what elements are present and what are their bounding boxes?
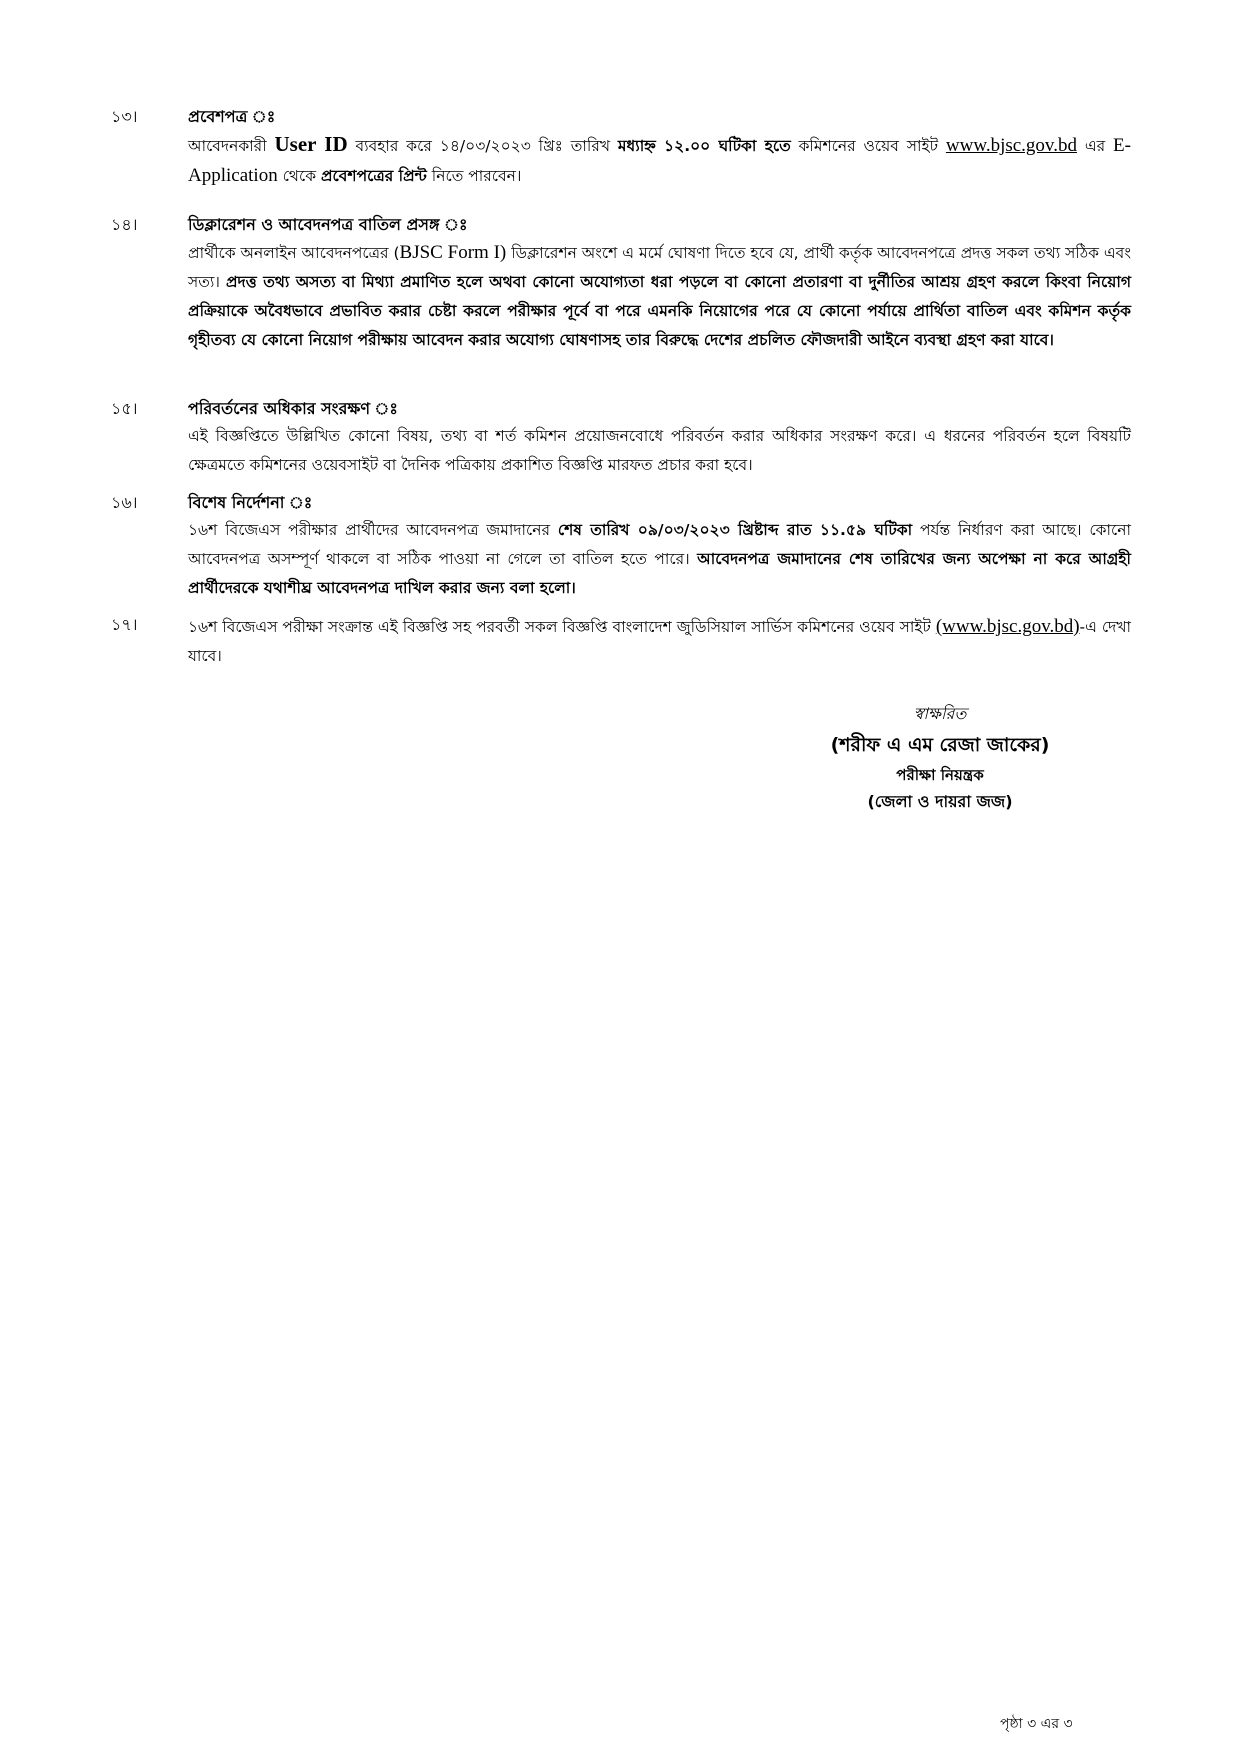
section-number: ১৩। — [111, 107, 138, 126]
section-body — [188, 490, 1131, 603]
section-paragraph — [188, 516, 1131, 603]
page-number: পৃষ্ঠা ৩ এর ৩ — [1000, 1716, 1073, 1732]
signed-label: স্বাক্ষরিত — [913, 704, 967, 723]
section-number: ১৫। — [111, 399, 138, 418]
advice-bold-text: আবেদনপত্র জমাদানের শেষ তারিখের জন্য অপেক্ষা না করে আগ্রহী প্রার্থীদেরকে যথাশীঘ্র আবেদনপত্র দাখিল করার জন্য বলা হলো। — [188, 550, 1131, 597]
signatory-name: (শরীফ এ এম রেজা জাকের) — [830, 734, 1050, 756]
user-id-text: User ID — [274, 132, 348, 156]
section-paragraph: এই বিজ্ঞপ্তিতে উল্লিখিত কোনো বিষয়, তথ্য বা শর্ত কমিশন প্রয়োজনবোধে পরিবর্তন করার অধিকার সংরক্ষণ করে। এ ধরনের পরিবর্তন হলে বিষয়টি ক্ষেত্রমতে কমিশনের ওয়েবসাইট বা দৈনিক পত্রিকায় প্রকাশিত বিজ্ঞপ্তি মারফত প্রচার করা হবে। — [188, 427, 1131, 474]
section-number: ১৪। — [111, 215, 138, 234]
signatory-title: পরীক্ষা নিয়ন্ত্রক — [896, 766, 984, 784]
website-link[interactable]: (www.bjsc.gov.bd) — [935, 616, 1080, 637]
time-bold-text: মধ্যাহ্ন ১২.০০ ঘটিকা হতে — [617, 137, 791, 155]
section-number: ১৭। — [111, 615, 138, 634]
signature-block — [760, 700, 1120, 816]
text-run: নিতে পারবেন। — [431, 167, 522, 185]
form-name-text: BJSC Form I) — [399, 242, 507, 263]
text-run: ১৬শ বিজেএস পরীক্ষার প্রার্থীদের আবেদনপত্র জমাদানের — [188, 521, 551, 539]
section-paragraph — [188, 612, 1131, 671]
text-run: -এ দেখা যাবে। — [188, 618, 1131, 665]
section-heading: বিশেষ নির্দেশনা ঃ — [188, 493, 313, 512]
signatory-rank: (জেলা ও দায়রা জজ) — [867, 792, 1013, 811]
section-heading: ডিক্লারেশন ও আবেদনপত্র বাতিল প্রসঙ্গ ঃ — [188, 215, 468, 234]
text-run: প্রার্থীকে অনলাইন আবেদনপত্রের ( — [188, 244, 400, 262]
deadline-bold-text: শেষ তারিখ ০৯/০৩/২০২৩ খ্রিষ্টাব্দ রাত ১১.৫৯ ঘটিকা — [557, 521, 913, 539]
text-run: কমিশনের ওয়েব সাইট — [798, 137, 939, 155]
text-run: আবেদনকারী — [188, 137, 267, 155]
e-application-text: E-Application — [188, 135, 1131, 186]
section-body — [188, 212, 1131, 355]
website-link[interactable]: www.bjsc.gov.bd — [945, 135, 1077, 156]
admit-print-bold-text: প্রবেশপত্রের প্রিন্ট — [320, 167, 427, 185]
text-run: ডিক্লারেশন অংশে এ মর্মে ঘোষণা দিতে হবে যে, প্রার্থী কর্তৃক আবেদনপত্রে প্রদত্ত সকল তথ্য সঠিক এবং সত্য। — [188, 244, 1131, 291]
section-heading: প্রবেশপত্র ঃ — [188, 107, 276, 126]
section-body — [188, 104, 1131, 191]
text-run: ব্যবহার করে ১৪/০৩/২০২৩ খ্রিঃ তারিখ — [355, 137, 611, 155]
text-run: ১৬শ বিজেএস পরীক্ষা সংক্রান্ত এই বিজ্ঞপ্তি সহ পরবর্তী সকল বিজ্ঞপ্তি বাংলাদেশ জুডিসিয়াল সার্ভিস কমিশনের ওয়েব সাইট — [188, 618, 931, 636]
section-body — [188, 612, 1131, 671]
section-number: ১৬। — [111, 493, 138, 512]
section-paragraph — [188, 130, 1131, 191]
text-run: এর — [1084, 137, 1106, 155]
section-heading: পরিবর্তনের অধিকার সংরক্ষণ ঃ — [188, 399, 398, 418]
text-run: থেকে — [282, 167, 317, 185]
text-run: পর্যন্ত নির্ধারণ করা আছে। কোনো আবেদনপত্র অসম্পূর্ণ থাকলে বা সঠিক পাওয়া না গেলে তা বাতিল হতে পারে। — [188, 521, 1131, 568]
section-body — [188, 396, 1131, 480]
section-paragraph — [188, 238, 1131, 355]
warning-bold-text: প্রদত্ত তথ্য অসত্য বা মিথ্যা প্রমাণিত হলে অথবা কোনো অযোগ্যতা ধরা পড়লে বা কোনো প্রতারণা বা দুর্নীতির আশ্রয় গ্রহণ করলে কিংবা নিয়োগ প্রক্রিয়াকে অবৈধভাবে প্রভাবিত করার চেষ্টা করলে পরীক্ষার পূর্বে বা পরে এমনকি নিয়োগের পরে যে কোনো পর্যায়ে প্রার্থিতা বাতিল এবং কমিশন কর্তৃক গৃহীতব্য যে কোনো নিয়োগ পরীক্ষায় আবেদন করার অযোগ্য ঘোষণাসহ তার বিরুদ্ধে দেশের প্রচলিত ফৌজদারী আইনে ব্যবস্থা গ্রহণ করা যাবে। — [188, 273, 1131, 349]
